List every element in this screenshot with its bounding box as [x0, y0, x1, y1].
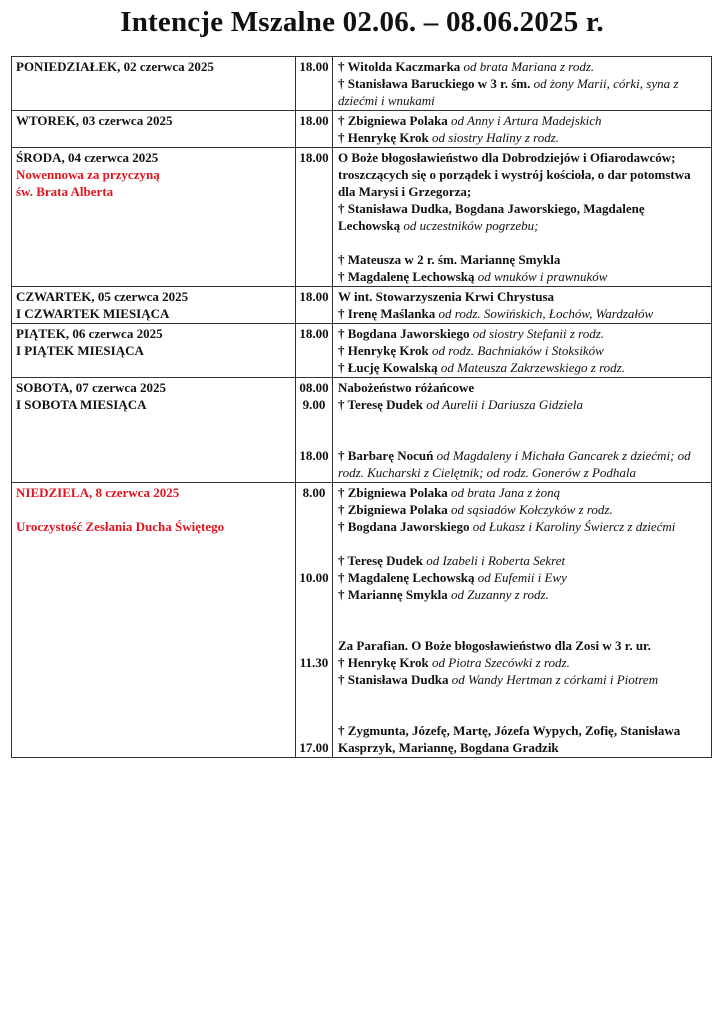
- mass-time: [298, 637, 330, 654]
- intention: [338, 251, 707, 268]
- intention-name: † Magdalenę Lechowską: [338, 570, 475, 585]
- table-row: [12, 57, 712, 111]
- intention-name: † Witolda Kaczmarka: [338, 59, 461, 74]
- day-note: Uroczystość Zesłania Ducha Świętego: [16, 519, 225, 534]
- mass-time: [298, 552, 330, 569]
- intention-name: † Zbigniewa Polaka: [338, 502, 448, 517]
- mass-time: [298, 535, 330, 552]
- spacer: [338, 705, 707, 722]
- intention: [338, 569, 707, 586]
- day-label: ŚRODA, 04 czerwca 2025: [16, 150, 159, 165]
- intention-donor: od sąsiadów Kołczyków z rodz.: [451, 502, 613, 517]
- intentions-cell: [333, 483, 712, 758]
- day-label: CZWARTEK, 05 czerwca 2025: [16, 289, 189, 304]
- mass-time: 11.30: [299, 655, 329, 670]
- table-row: [12, 483, 712, 758]
- intention: [338, 288, 707, 305]
- mass-time: [298, 501, 330, 518]
- intention: [338, 654, 707, 671]
- mass-time: [298, 518, 330, 535]
- intention: [338, 484, 707, 501]
- intentions-cell: [333, 111, 712, 148]
- mass-time: [298, 586, 330, 603]
- time-cell: [296, 111, 333, 148]
- intention: [338, 722, 707, 756]
- intention-name: † Zbigniewa Polaka: [338, 485, 448, 500]
- intention-name: † Henrykę Krok: [338, 343, 429, 358]
- intention-donor: od rodz. Sowińskich, Łochów, Wardzałów: [438, 306, 654, 321]
- table-row: [12, 378, 712, 483]
- mass-time: [298, 430, 330, 447]
- mass-time: 18.00: [299, 59, 329, 74]
- mass-time: 18.00: [299, 326, 329, 341]
- intention-name: † Stanisława Baruckiego w 3 r. śm.: [338, 76, 531, 91]
- intention: [338, 342, 707, 359]
- intention: [338, 396, 707, 413]
- intention-name: † Henrykę Krok: [338, 655, 429, 670]
- intention-donor: od Zuzanny z rodz.: [451, 587, 549, 602]
- time-cell: [296, 324, 333, 378]
- intention-name: † Irenę Maślanka: [338, 306, 436, 321]
- intention: [338, 671, 707, 688]
- table-row: [12, 148, 712, 287]
- mass-time: [298, 722, 330, 739]
- intention-name: † Teresę Dudek: [338, 553, 423, 568]
- intention-donor: od siostry Stefanii z rodz.: [472, 326, 605, 341]
- mass-time: [298, 705, 330, 722]
- intentions-cell: [333, 287, 712, 324]
- mass-time: 9.00: [302, 397, 326, 412]
- day-cell: [12, 287, 296, 324]
- intention-name: † Magdalenę Lechowską: [338, 269, 475, 284]
- mass-time: [298, 413, 330, 430]
- day-cell: [12, 57, 296, 111]
- page-title: Intencje Mszalne 02.06. – 08.06.2025 r.: [120, 6, 604, 38]
- intention-name: O Boże błogosławieństwo dla Dobrodziejów i Ofiarodawców; troszczących się o porządek i wystrój kościoła, o dar potomstwa dla Marysi i Grzegorza;: [338, 150, 691, 199]
- table-row: [12, 111, 712, 148]
- mass-time: 18.00: [299, 113, 329, 128]
- day-label: I PIĄTEK MIESIĄCA: [16, 343, 144, 358]
- mass-intentions-table: [11, 56, 712, 758]
- intention-donor: od siostry Haliny z rodz.: [432, 130, 560, 145]
- intention-donor: od Eufemii i Ewy: [477, 570, 567, 585]
- intention-name: † Bogdana Jaworskiego: [338, 519, 470, 534]
- intention-name: † Stanisława Dudka: [338, 672, 449, 687]
- day-cell: [12, 378, 296, 483]
- intention: [338, 447, 707, 481]
- intention: [338, 200, 707, 234]
- time-cell: [296, 287, 333, 324]
- intentions-cell: [333, 148, 712, 287]
- intention-name: W int. Stowarzyszenia Krwi Chrystusa: [338, 289, 555, 304]
- intention-donor: od brata Jana z żoną: [451, 485, 561, 500]
- intention-donor: od Mateusza Zakrzewskiego z rodz.: [440, 360, 625, 375]
- intention-donor: od uczestników pogrzebu;: [403, 218, 539, 233]
- intention-name: † Teresę Dudek: [338, 397, 423, 412]
- mass-time: 18.00: [299, 150, 329, 165]
- day-label: NIEDZIELA, 8 czerwca 2025: [16, 485, 180, 500]
- intention-donor: od brata Mariana z rodz.: [463, 59, 595, 74]
- spacer: [338, 620, 707, 637]
- intention-name: † Zygmunta, Józefę, Martę, Józefa Wypych, Zofię, Stanisława Kasprzyk, Mariannę, Bogdana Gradzik: [338, 723, 681, 755]
- intention: [338, 518, 707, 535]
- intention-name: † Mariannę Smykla: [338, 587, 448, 602]
- intention-donor: od Łukasz i Karoliny Świercz z dziećmi: [472, 519, 676, 534]
- day-cell: [12, 324, 296, 378]
- intention: [338, 501, 707, 518]
- day-note: Nowennowa za przyczyną: [16, 167, 160, 182]
- intention-donor: od Magdaleny i Michała Gancarek z dziećmi; od rodz. Kucharski z Cielętnik; od rodz. Gonerów z Podhala: [338, 448, 691, 480]
- time-cell: [296, 378, 333, 483]
- intention: [338, 379, 707, 396]
- day-cell: [12, 483, 296, 758]
- day-label: I SOBOTA MIESIĄCA: [16, 397, 147, 412]
- intention-donor: od wnuków i prawnuków: [477, 269, 608, 284]
- spacer: [338, 430, 707, 447]
- intention-name: † Łucję Kowalską: [338, 360, 438, 375]
- day-label: SOBOTA, 07 czerwca 2025: [16, 380, 166, 395]
- intention-name: † Henrykę Krok: [338, 130, 429, 145]
- intention: [338, 268, 707, 285]
- mass-time: 08.00: [299, 380, 329, 395]
- day-label: I CZWARTEK MIESIĄCA: [16, 306, 170, 321]
- mass-time: 10.00: [299, 570, 329, 585]
- intention-donor: od Izabeli i Roberta Sekret: [426, 553, 566, 568]
- mass-time: 8.00: [302, 485, 326, 500]
- intentions-cell: [333, 378, 712, 483]
- intention-donor: od rodz. Bachniaków i Stoksików: [432, 343, 604, 358]
- spacer: [338, 535, 707, 552]
- intention-donor: od żony Marii, córki, syna z dziećmi i wnukami: [338, 76, 679, 108]
- mass-time: [298, 603, 330, 620]
- mass-time: 18.00: [299, 448, 329, 463]
- intention: [338, 129, 707, 146]
- time-cell: [296, 57, 333, 111]
- intentions-cell: [333, 324, 712, 378]
- intention-name: † Barbarę Nocuń: [338, 448, 434, 463]
- time-cell: [296, 148, 333, 287]
- mass-time: [298, 688, 330, 705]
- spacer: [338, 234, 707, 251]
- spacer: [338, 603, 707, 620]
- intention-donor: od Aurelii i Dariusza Gidziela: [426, 397, 583, 412]
- intention-donor: od Wandy Hertman z córkami i Piotrem: [451, 672, 659, 687]
- mass-time: 18.00: [299, 289, 329, 304]
- day-label: PIĄTEK, 06 czerwca 2025: [16, 326, 163, 341]
- intention: [338, 305, 707, 322]
- mass-time: 17.00: [299, 740, 329, 755]
- day-cell: [12, 111, 296, 148]
- day-cell: [12, 148, 296, 287]
- intention: [338, 359, 707, 376]
- intention-name: † Mateusza w 2 r. śm. Mariannę Smykla: [338, 252, 561, 267]
- intention-name: Za Parafian. O Boże błogosławieństwo dla Zosi w 3 r. ur.: [338, 638, 651, 653]
- intentions-cell: [333, 57, 712, 111]
- intention: [338, 325, 707, 342]
- intention-name: † Bogdana Jaworskiego: [338, 326, 470, 341]
- intention-name: † Zbigniewa Polaka: [338, 113, 448, 128]
- intention: [338, 58, 707, 75]
- intention: [338, 75, 707, 109]
- table-row: [12, 324, 712, 378]
- spacer: [338, 413, 707, 430]
- table-row: [12, 287, 712, 324]
- day-note: św. Brata Alberta: [16, 184, 114, 199]
- intention-name: † Stanisława Dudka, Bogdana Jaworskiego, Magdalenę Lechowską: [338, 201, 645, 233]
- intention: [338, 552, 707, 569]
- day-note: [16, 501, 291, 518]
- day-label: PONIEDZIAŁEK, 02 czerwca 2025: [16, 59, 214, 74]
- day-label: WTOREK, 03 czerwca 2025: [16, 113, 173, 128]
- mass-time: [298, 620, 330, 637]
- intention-donor: od Anny i Artura Madejskich: [451, 113, 602, 128]
- intention: [338, 637, 707, 654]
- intention-donor: od Piotra Szecówki z rodz.: [432, 655, 570, 670]
- mass-time: [298, 671, 330, 688]
- time-cell: [296, 483, 333, 758]
- intention: [338, 586, 707, 603]
- intention: [338, 112, 707, 129]
- spacer: [338, 688, 707, 705]
- intention: [338, 149, 707, 200]
- intention-name: Nabożeństwo różańcowe: [338, 380, 475, 395]
